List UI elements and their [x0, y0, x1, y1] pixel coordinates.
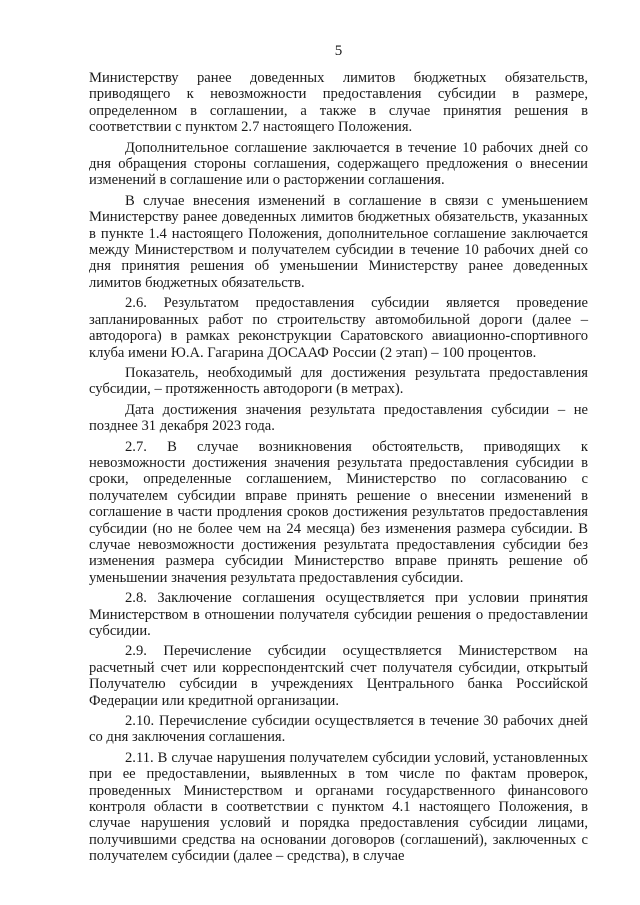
document-body: [89, 70, 588, 865]
paragraph-continuation: Министерству ранее доведенных лимитов бюджетных обязательств, приводящего к невозможности предоставления субсидии в размере, определенном в соглашении, а также в случае принятия решения в соответствии с пунктом 2.7 настоящего Положения.: [89, 70, 588, 136]
paragraph-2-6: 2.6. Результатом предоставления субсидии является проведение запланированных работ по строительству автомобильной дороги (далее – автодорога) в рамках реконструкции Саратовского авиационно-спортивного клуба имени Ю.А. Гагарина ДОСААФ России (2 этап) – 100 процентов.: [89, 295, 588, 361]
page-number: 5: [334, 43, 343, 59]
paragraph-indicator: Показатель, необходимый для достижения результата предоставления субсидии, – протяженность автодороги (в метрах).: [89, 364, 588, 398]
paragraph-2-10: 2.10. Перечисление субсидии осуществляется в течение 30 рабочих дней со дня заключения соглашения.: [89, 713, 588, 746]
paragraph-2-7: 2.7. В случае возникновения обстоятельств, приводящих к невозможности достижения значения результата предоставления субсидии в сроки, определенные соглашением, Министерство по согласованию с получателем субсидии вправе принять решение о внесении изменений в соглашение в части продления сроков достижения результатов предоставления субсидии (но не более чем на 24 месяца) без изменения размера субсидии. В случае невозможности достижения результата предоставления субсидии без изменения размера субсидии Министерство вправе принять решение об уменьшении значения результата предоставления субсидии.: [89, 438, 588, 586]
paragraph-2-11: 2.11. В случае нарушения получателем субсидии условий, установленных при ее предоставлении, выявленных в том числе по фактам проверок, проведенных Министерством и органами государственного финансового контроля области в соответствии с пунктом 4.1 настоящего Положения, в случае нарушения условий и порядка предоставления субсидии лицами, получившими средства на основании договоров (соглашений), заключенных с получателем субсидии (далее – средства), в случае: [89, 749, 588, 865]
paragraph-limits-reduction: В случае внесения изменений в соглашение в связи с уменьшением Министерству ранее доведенных лимитов бюджетных обязательств, указанных в пункте 1.4 настоящего Положения, дополнительное соглашение заключается между Министерством и получателем субсидии в течение 10 рабочих дней со дня принятия решения об уменьшении Министерству ранее доведенных лимитов бюджетных обязательств.: [89, 192, 588, 291]
paragraph-additional-agreement: Дополнительное соглашение заключается в течение 10 рабочих дней со дня обращения стороны соглашения, содержащего предложения о внесении изменений в соглашение или о расторжении соглашения.: [89, 139, 588, 189]
paragraph-deadline: Дата достижения значения результата предоставления субсидии – не позднее 31 декабря 2023 года.: [89, 401, 588, 435]
paragraph-2-9: 2.9. Перечисление субсидии осуществляется Министерством на расчетный счет или корреспондентский счет получателя субсидии, открытый Получателю субсидии в учреждениях Центрального банка Российской Федерации или кредитной организации.: [89, 643, 588, 709]
paragraph-2-8: 2.8. Заключение соглашения осуществляется при условии принятия Министерством в отношении получателя субсидии решения о предоставлении субсидии.: [89, 590, 588, 639]
